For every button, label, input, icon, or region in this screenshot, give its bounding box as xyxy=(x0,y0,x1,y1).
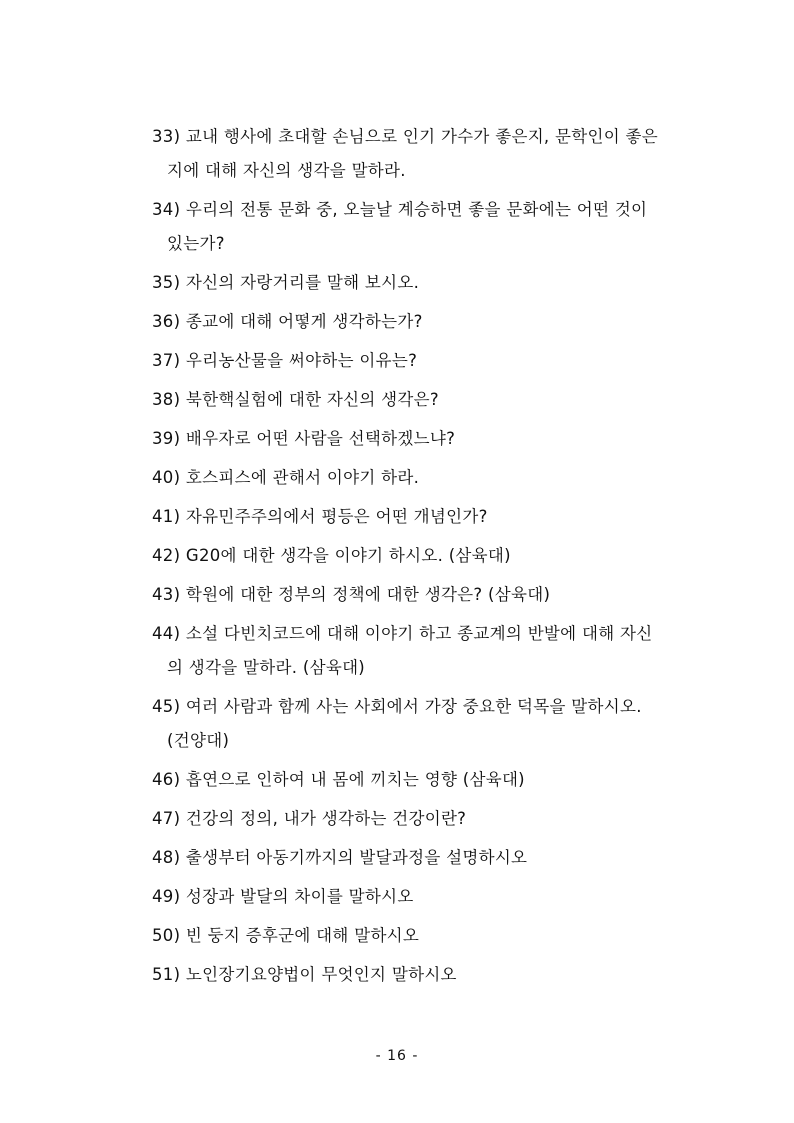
question-text: 43) 학원에 대한 정부의 정책에 대한 생각은? (삼육대) xyxy=(152,585,551,604)
question-item xyxy=(152,389,684,411)
question-item xyxy=(152,847,684,869)
question-text: 48) 출생부터 아동기까지의 발달과정을 설명하시오 xyxy=(152,848,528,867)
question-item xyxy=(152,545,684,567)
question-item xyxy=(152,925,684,947)
question-text: 47) 건강의 정의, 내가 생각하는 건강이란? xyxy=(152,809,467,828)
question-item xyxy=(152,964,684,986)
question-item xyxy=(152,126,684,182)
question-text: 50) 빈 둥지 증후군에 대해 말하시오 xyxy=(152,926,420,945)
question-item xyxy=(152,506,684,528)
question-item xyxy=(152,808,684,830)
question-text: 45) 여러 사람과 함께 사는 사회에서 가장 중요한 덕목을 말하시오. xyxy=(152,697,642,716)
question-text: 46) 흡연으로 인하여 내 몸에 끼치는 영향 (삼육대) xyxy=(152,770,525,789)
question-item xyxy=(152,696,684,752)
question-continuation: 있는가? xyxy=(167,234,225,253)
question-text: 33) 교내 행사에 초대할 손님으로 인기 가수가 좋은지, 문학인이 좋은 xyxy=(152,127,658,146)
question-continuation: 의 생각을 말하라. (삼육대) xyxy=(167,658,366,677)
question-list xyxy=(152,126,684,1003)
question-item xyxy=(152,584,684,606)
question-item xyxy=(152,623,684,679)
question-text: 49) 성장과 발달의 차이를 말하시오 xyxy=(152,887,414,906)
question-item xyxy=(152,311,684,333)
question-text: 42) G20에 대한 생각을 이야기 하시오. (삼육대) xyxy=(152,546,511,565)
question-item xyxy=(152,350,684,372)
question-text: 51) 노인장기요양법이 무엇인지 말하시오 xyxy=(152,965,457,984)
question-text: 36) 종교에 대해 어떻게 생각하는가? xyxy=(152,312,423,331)
question-item xyxy=(152,199,684,255)
question-text: 39) 배우자로 어떤 사람을 선택하겠느냐? xyxy=(152,429,456,448)
question-item xyxy=(152,428,684,450)
question-item xyxy=(152,467,684,489)
question-continuation: (건양대) xyxy=(167,731,230,750)
question-text: 38) 북한핵실험에 대한 자신의 생각은? xyxy=(152,390,439,409)
question-item xyxy=(152,272,684,294)
question-text: 37) 우리농산물을 써야하는 이유는? xyxy=(152,351,418,370)
question-continuation: 지에 대해 자신의 생각을 말하라. xyxy=(167,161,406,180)
question-item xyxy=(152,886,684,908)
question-text: 44) 소설 다빈치코드에 대해 이야기 하고 종교계의 반발에 대해 자신 xyxy=(152,624,653,643)
page-number: - 16 - xyxy=(375,1048,419,1064)
question-item xyxy=(152,769,684,791)
question-text: 35) 자신의 자랑거리를 말해 보시오. xyxy=(152,273,420,292)
question-text: 34) 우리의 전통 문화 중, 오늘날 계승하면 좋을 문화에는 어떤 것이 xyxy=(152,200,648,219)
question-text: 40) 호스피스에 관해서 이야기 하라. xyxy=(152,468,420,487)
question-text: 41) 자유민주주의에서 평등은 어떤 개념인가? xyxy=(152,507,488,526)
